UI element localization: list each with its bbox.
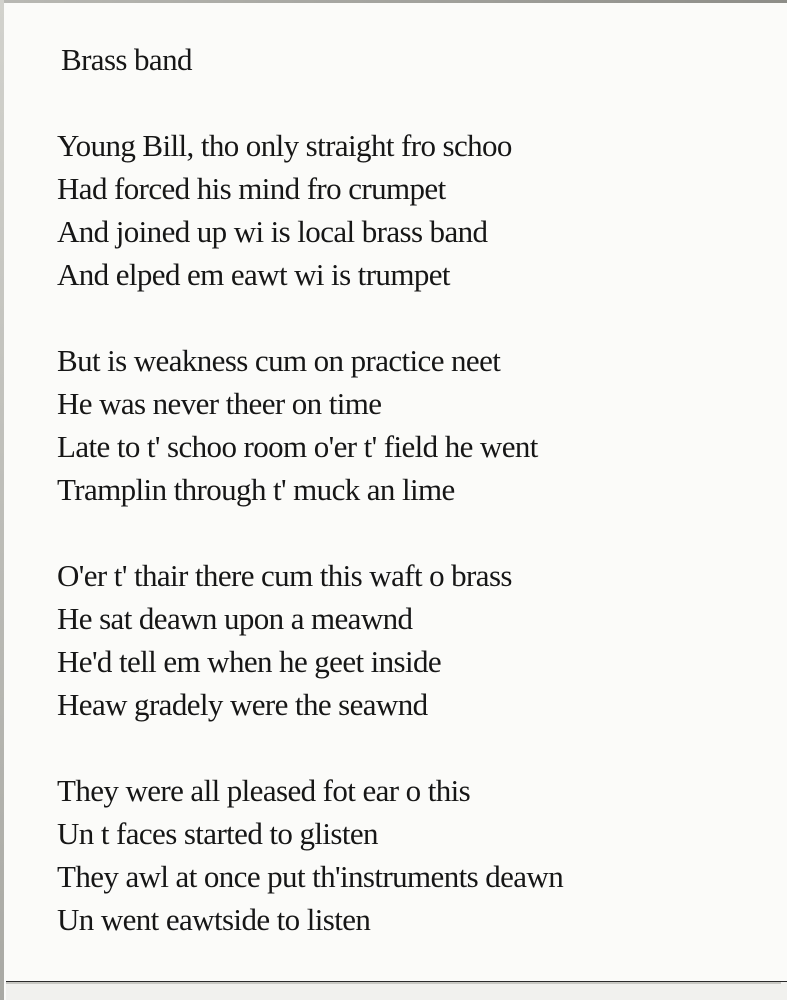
poem-line: Late to t' schoo room o'er t' field he went xyxy=(57,429,538,464)
page-left-edge xyxy=(0,0,4,1000)
poem-title: Brass band xyxy=(61,42,192,77)
poem-line: They awl at once put th'instruments deawn xyxy=(57,859,564,894)
poem-line: And elped em eawt wi is trumpet xyxy=(57,257,450,292)
poem-line: And joined up wi is local brass band xyxy=(57,214,488,249)
poem-line: Tramplin through t' muck an lime xyxy=(57,472,455,507)
stanza-3 xyxy=(57,554,757,726)
poem-line: Young Bill, tho only straight fro schoo xyxy=(57,128,512,163)
poem-line: He was never theer on time xyxy=(57,386,382,421)
poem-line: Un t faces started to glisten xyxy=(57,816,378,851)
poem-line: They were all pleased fot ear o this xyxy=(57,773,471,808)
poem-line: Had forced his mind fro crumpet xyxy=(57,171,446,206)
poem-line: Un went eawtside to listen xyxy=(57,902,371,937)
poem-line: He sat deawn upon a meawnd xyxy=(57,601,413,636)
poem-line: O'er t' thair there cum this waft o brass xyxy=(57,558,512,593)
poem xyxy=(57,38,757,941)
page-top-edge xyxy=(0,0,787,3)
stanza-2 xyxy=(57,339,757,511)
page-bottom-fold xyxy=(6,981,787,1000)
poem-line: He'd tell em when he geet inside xyxy=(57,644,442,679)
stanza-4 xyxy=(57,769,757,941)
poem-line: Heaw gradely were the seawnd xyxy=(57,687,428,722)
poem-line: But is weakness cum on practice neet xyxy=(57,343,501,378)
stanza-1 xyxy=(57,124,757,296)
